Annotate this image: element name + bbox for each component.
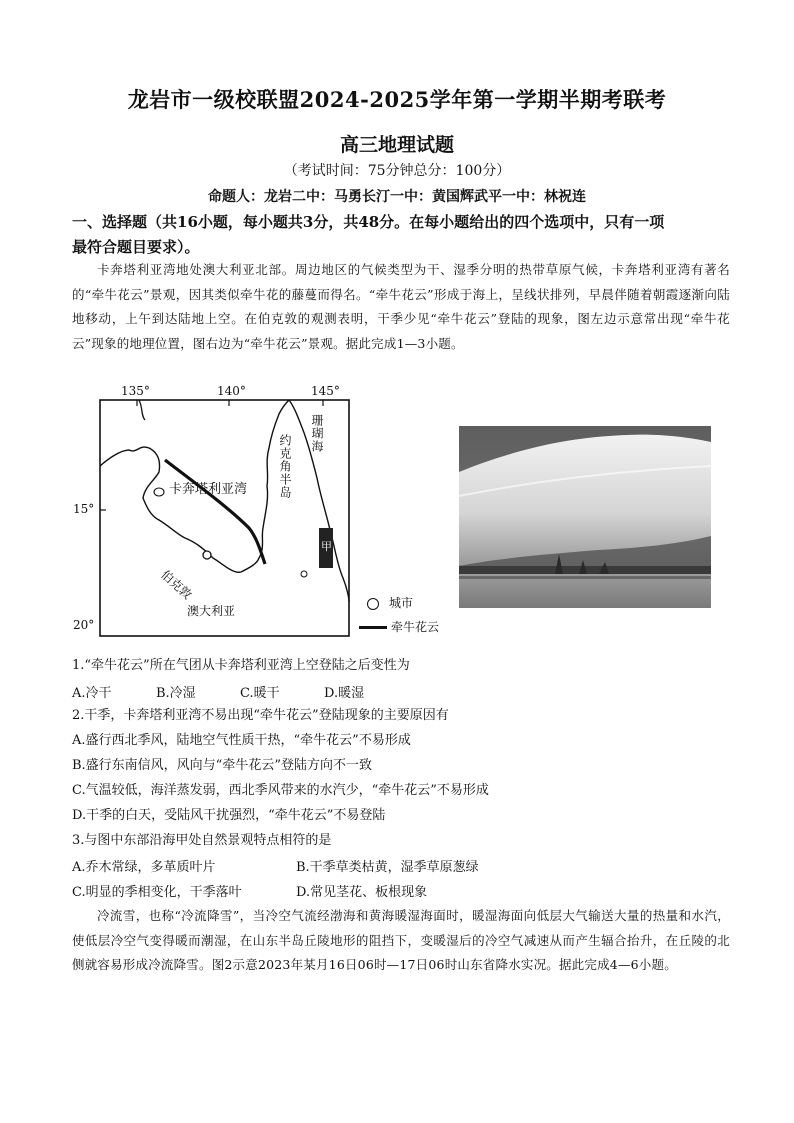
legend-city: 城市 bbox=[359, 594, 413, 614]
map-legend bbox=[359, 594, 469, 640]
legend-cloud: 牵牛花云 bbox=[359, 618, 439, 638]
cloud-line-icon bbox=[359, 626, 387, 629]
passage-1: 卡奔塔利亚湾地处澳大利亚北部。周边地区的气候类型为干、湿季分明的热带草原气候，卡奔塔利亚湾有著名的“牵牛花云”景观，因其类似牵牛花的藤蔓而得名。“牵牛花云”形成于海上，呈线状排列，早晨伴随着朝霞逐渐向陆地移动，上午到达陆地上空。在伯克敦的观测表明，干季少见“牵牛花云”登陆的现象，图左边示意常出现“牵牛花云”现象的地理位置，图右边为“牵牛花云”景观。据此完成1—3小题。 bbox=[72, 262, 730, 351]
map-figure bbox=[73, 384, 351, 638]
city-icon bbox=[367, 598, 379, 610]
lat-label-15: 15° bbox=[73, 502, 95, 516]
question-3-options-row1 bbox=[72, 856, 732, 878]
q2-option-b[interactable]: B.盛行东南信风，风向与“牵牛花云”登陆方向不一致 bbox=[72, 758, 372, 773]
gulf-label: 卡奔塔利亚湾 bbox=[169, 482, 248, 497]
jia-label: 甲 bbox=[321, 540, 332, 553]
cloud-photo-svg bbox=[459, 426, 711, 608]
section-heading-line2: 最符合题目要求）。 bbox=[72, 238, 200, 256]
q2-option-c[interactable]: C.气温较低，海洋蒸发弱，西北季风带来的水汽少，“牵牛花云”不易形成 bbox=[72, 783, 489, 798]
morning-glory-cloud-photo bbox=[459, 426, 711, 608]
q3-option-b[interactable]: B.干季草类枯黄，湿季草原葱绿 bbox=[296, 860, 479, 875]
lon-label-140: 140° bbox=[217, 384, 246, 398]
q3-option-d[interactable]: D.常见茎花、板根现象 bbox=[296, 885, 428, 900]
q1-option-d[interactable]: D.暖湿 bbox=[324, 686, 365, 701]
lon-label-135: 135° bbox=[121, 384, 150, 398]
burketown-city-marker bbox=[203, 551, 211, 559]
coral-sea-label: 珊瑚海 bbox=[310, 414, 324, 453]
q1-option-a[interactable]: A.冷干 bbox=[72, 686, 112, 701]
peninsula-label: 约克角半岛 bbox=[278, 434, 292, 499]
q2-option-d[interactable]: D.干季的白天，受陆风干扰强烈，“牵牛花云”不易登陆 bbox=[72, 808, 386, 823]
exam-title: 龙岩市一级校联盟2024-2025学年第一学期半期考联考 bbox=[127, 87, 667, 112]
q2-option-a[interactable]: A.盛行西北季风，陆地空气性质干热，“牵牛花云”不易形成 bbox=[72, 733, 411, 748]
lon-label-145: 145° bbox=[311, 384, 340, 398]
lat-label-20: 20° bbox=[73, 618, 95, 632]
q3-option-c[interactable]: C.明显的季相变化，干季落叶 bbox=[72, 885, 242, 900]
burketown-label: 伯克敦 bbox=[158, 567, 195, 602]
exam-authors: 命题人：龙岩二中：马勇长汀一中：黄国辉武平一中：林祝连 bbox=[208, 189, 586, 205]
question-2-stem: 2.干季，卡奔塔利亚湾不易出现“牵牛花云”登陆现象的主要原因有 bbox=[72, 708, 449, 723]
passage-2: 冷流雪，也称“冷流降雪”，当冷空气流经渤海和黄海暖湿海面时，暖湿海面向低层大气输送大量的热量和水汽，使低层冷空气变得暖而潮湿，在山东半岛丘陵地形的阻挡下，变暖湿后的冷空气减速从而产生辐合抬升，在丘陵的北侧就容易形成冷流降雪。图2示意2023年某月16日06时—17日06时山东省降水实况。据此完成4—6小题。 bbox=[72, 908, 730, 972]
question-3-options-row2 bbox=[72, 881, 732, 903]
exam-subtitle: 高三地理试题 bbox=[339, 134, 454, 156]
section-heading-line1: 一、选择题（共16小题，每小题共3分，共48分。在每小题给出的四个选项中，只有一项 bbox=[72, 213, 665, 231]
question-3-stem: 3.与图中东部沿海甲处自然景观特点相符的是 bbox=[72, 833, 332, 848]
q1-option-c[interactable]: C.暖干 bbox=[240, 686, 280, 701]
q1-option-b[interactable]: B.冷湿 bbox=[156, 686, 196, 701]
q3-option-a[interactable]: A.乔木常绿，多革质叶片 bbox=[72, 860, 216, 875]
australia-label: 澳大利亚 bbox=[187, 604, 236, 618]
exam-info: （考试时间：75分钟总分：100分） bbox=[283, 163, 511, 179]
section-heading bbox=[72, 210, 732, 260]
question-1-stem: 1.“牵牛花云”所在气团从卡奔塔利亚湾上空登陆之后变性为 bbox=[72, 658, 410, 673]
question-1-options bbox=[72, 682, 732, 704]
